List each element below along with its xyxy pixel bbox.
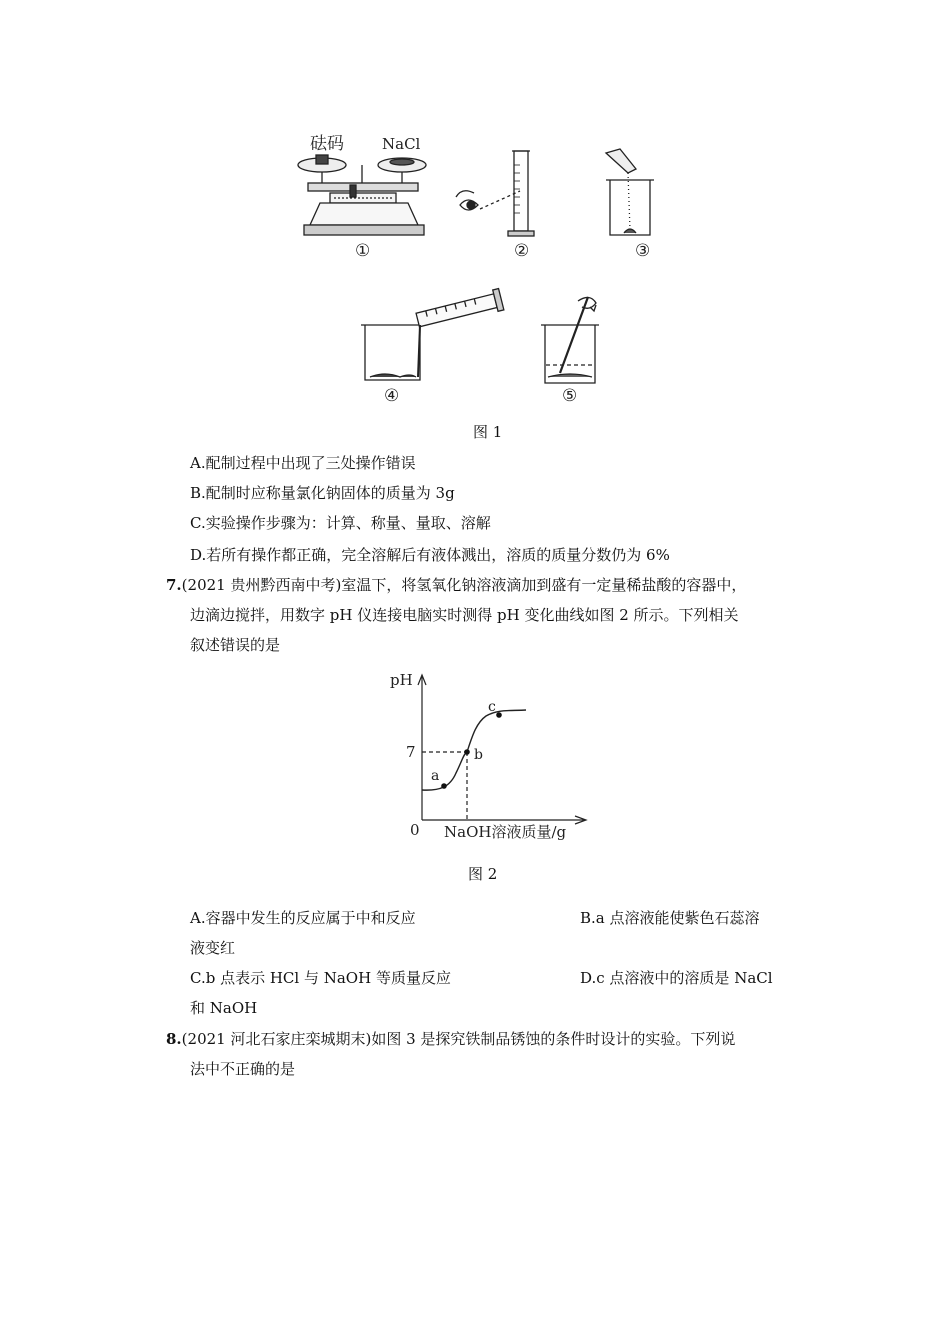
stirring-illustration (541, 297, 599, 406)
y-tick-7: 7 (406, 743, 416, 761)
q7-option-b-line1: B.a 点溶液能使紫色石蕊溶 (580, 909, 760, 927)
eye-icon (467, 201, 475, 209)
point-c (496, 712, 502, 718)
q6-option-d: D.若所有操作都正确，完全溶解后有液体溅出，溶质的质量分数仍为 6% (190, 546, 670, 564)
pouring-water-illustration (361, 289, 504, 406)
q8-stem-line2: 法中不正确的是 (190, 1060, 296, 1078)
q7-option-a-line1: A.容器中发生的反应属于中和反应 (190, 909, 416, 927)
q7-option-a-line2: 液变红 (190, 939, 236, 957)
point-b-label: b (474, 747, 483, 763)
q8-stem-text-1: (2021 河北石家庄栾城期末)如图 3 是探究铁制品锈蚀的条件时设计的实验。下列说 (181, 1030, 736, 1048)
weights-label: 砝码 (310, 134, 344, 154)
q8-number: 8. (166, 1030, 182, 1048)
cylinder-reading-illustration (456, 151, 534, 261)
step-label-1: ① (355, 241, 371, 261)
ph-curve-chart (370, 665, 610, 845)
q7-number: 7. (166, 576, 182, 594)
step-label-5: ⑤ (562, 386, 578, 406)
q7-stem-line2: 边滴边搅拌，用数字 pH 仪连接电脑实时测得 pH 变化曲线如图 2 所示。下列相关 (190, 606, 739, 624)
figure-1 (290, 125, 690, 415)
point-c-label: c (488, 699, 496, 715)
y-axis-label: pH (390, 671, 413, 689)
point-a-label: a (431, 768, 440, 784)
q6-option-c: C.实验操作步骤为：计算、称量、量取、溶解 (190, 514, 491, 532)
q6-option-b: B.配制时应称量氯化钠固体的质量为 3g (190, 484, 455, 502)
step-label-3: ③ (635, 241, 651, 261)
q8-stem-line1 (166, 1029, 735, 1049)
figure-2-caption: 图 2 (468, 865, 498, 883)
nacl-label: NaCl (382, 135, 421, 153)
balance-illustration (298, 134, 426, 261)
step-label-4: ④ (384, 386, 400, 406)
point-b (464, 749, 470, 755)
step-label-2: ② (514, 241, 530, 261)
figure-1-caption: 图 1 (473, 423, 503, 441)
figure-2 (370, 665, 610, 845)
x-axis-label: NaOH溶液质量/g (444, 823, 567, 841)
q7-option-c-line2: 和 NaOH (190, 999, 258, 1017)
figure-1-drawing (290, 125, 690, 415)
q7-stem-line1 (166, 575, 746, 595)
beaker-pouring-solid-illustration (606, 149, 654, 261)
q7-option-c-line1: C.b 点表示 HCl 与 NaOH 等质量反应 (190, 969, 451, 987)
q6-option-a: A.配制过程中出现了三处操作错误 (190, 454, 416, 472)
origin-label: 0 (410, 821, 420, 839)
point-a (441, 783, 447, 789)
q7-option-d-line1: D.c 点溶液中的溶质是 NaCl (580, 969, 773, 987)
q7-stem-text-1: (2021 贵州黔西南中考)室温下，将氢氧化钠溶液滴加到盛有一定量稀盐酸的容器中， (181, 576, 747, 594)
q7-stem-line3: 叙述错误的是 (190, 636, 281, 654)
